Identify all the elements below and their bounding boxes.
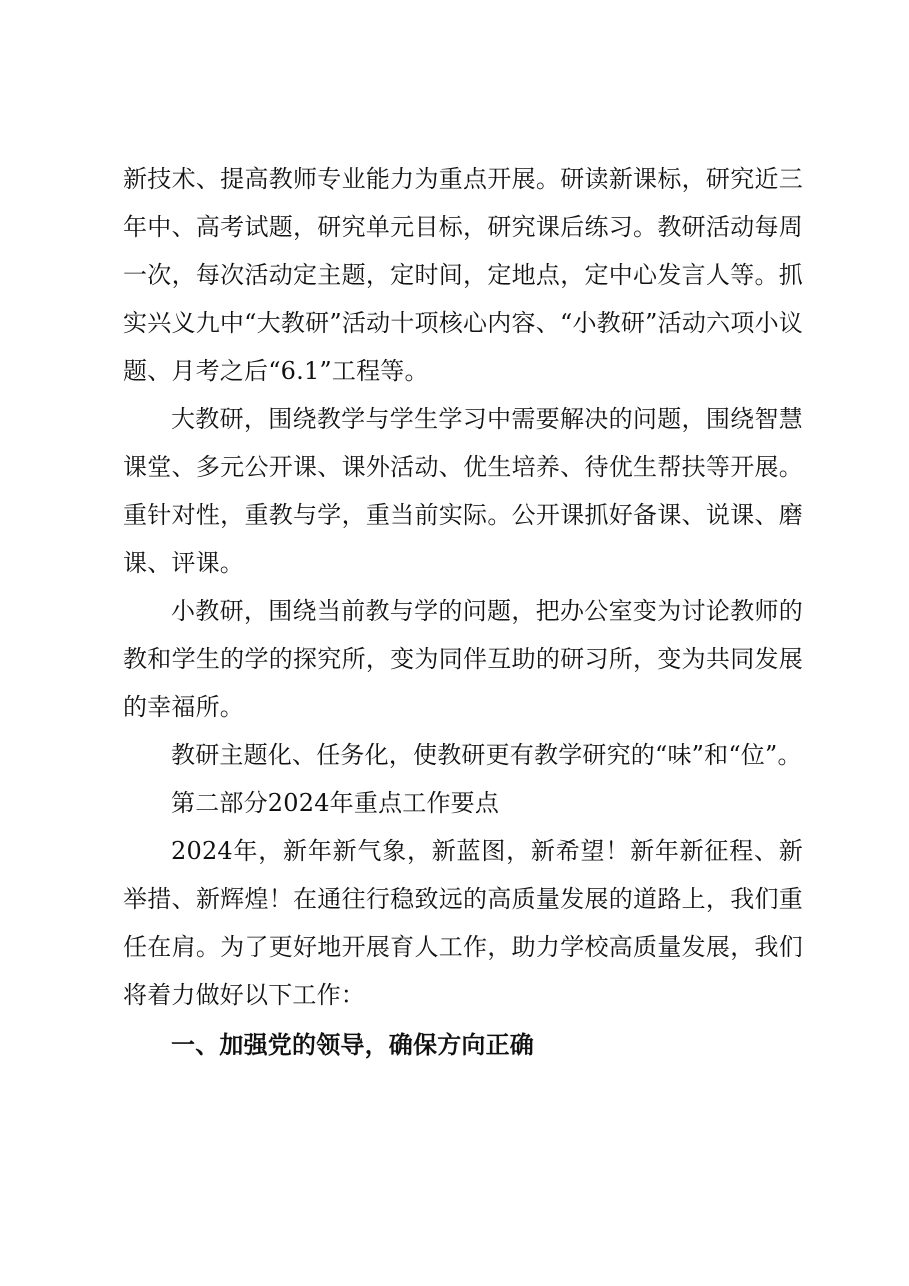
section-title-part-two: 第二部分2024年重点工作要点 xyxy=(171,789,500,817)
document-body xyxy=(123,155,803,1071)
paragraph-small-research: 小教研，围绕当前教与学的问题，把办公室变为讨论教师的教和学生的学的探究所，变为同伴互助的研习所，变为共同发展的幸福所。 xyxy=(123,597,803,721)
paragraph-teaching-research: 新技术、提高教师专业能力为重点开展。研读新课标，研究近三年中、高考试题，研究单元目标，研究课后练习。教研活动每周一次，每次活动定主题，定时间，定地点，定中心发言人等。抓实兴义九中“大教研”活动十项核心内容、“小教研”活动六项小议题、月考之后“6.1”工程等。 xyxy=(123,165,803,385)
paragraph-big-research: 大教研，围绕教学与学生学习中需要解决的问题，围绕智慧课堂、多元公开课、课外活动、优生培养、待优生帮扶等开展。重针对性，重教与学，重当前实际。公开课抓好备课、说课、磨课、评课。 xyxy=(123,405,803,577)
paragraph-2024-intro: 2024年，新年新气象，新蓝图，新希望！新年新征程、新举措、新辉煌！在通往行稳致远的高质量发展的道路上，我们重任在肩。为了更好地开展育人工作，助力学校高质量发展，我们将着力做好以下工作： xyxy=(123,837,803,1009)
heading-party-leadership: 一、加强党的领导，确保方向正确 xyxy=(171,1031,534,1059)
paragraph-research-themes: 教研主题化、任务化，使教研更有教学研究的“味”和“位”。 xyxy=(171,741,802,769)
